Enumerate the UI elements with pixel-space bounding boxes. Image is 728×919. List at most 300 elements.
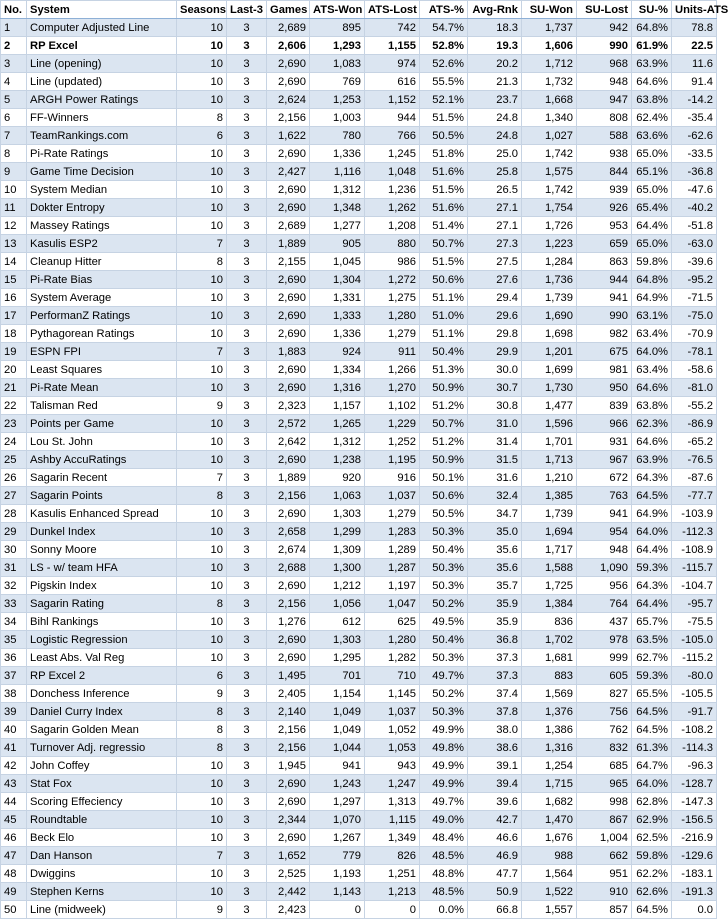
cell-system: Least Squares — [27, 361, 177, 379]
cell-avg-rnk: 39.6 — [468, 793, 522, 811]
cell-last-3: 3 — [227, 469, 267, 487]
cell-seasons: 9 — [177, 397, 227, 415]
cell-ats-lost: 1,313 — [365, 793, 420, 811]
cell-avg-rnk: 32.4 — [468, 487, 522, 505]
cell-no: 46 — [1, 829, 27, 847]
cell-games: 2,690 — [267, 55, 310, 73]
cell-last-3: 3 — [227, 739, 267, 757]
cell-system: Stephen Kerns — [27, 883, 177, 901]
cell-su-pct: 62.9% — [632, 811, 672, 829]
cell-avg-rnk: 34.7 — [468, 505, 522, 523]
cell-avg-rnk: 29.6 — [468, 307, 522, 325]
cell-system: Dan Hanson — [27, 847, 177, 865]
table-row — [1, 415, 717, 433]
cell-system: Line (updated) — [27, 73, 177, 91]
cell-su-pct: 64.3% — [632, 577, 672, 595]
cell-su-lost: 844 — [577, 163, 632, 181]
cell-ats-won: 780 — [310, 127, 365, 145]
cell-ats-won: 1,045 — [310, 253, 365, 271]
cell-games: 1,652 — [267, 847, 310, 865]
cell-ats-lost: 1,053 — [365, 739, 420, 757]
cell-seasons: 10 — [177, 577, 227, 595]
cell-units-ats: -128.7 — [672, 775, 717, 793]
table-row — [1, 829, 717, 847]
cell-no: 21 — [1, 379, 27, 397]
table-row — [1, 703, 717, 721]
cell-su-pct: 64.0% — [632, 775, 672, 793]
cell-ats-pct: 50.9% — [420, 451, 468, 469]
cell-ats-pct: 49.7% — [420, 793, 468, 811]
cell-avg-rnk: 31.5 — [468, 451, 522, 469]
cell-system: Points per Game — [27, 415, 177, 433]
cell-su-won: 1,606 — [522, 37, 577, 55]
cell-system: Line (opening) — [27, 55, 177, 73]
cell-su-pct: 62.6% — [632, 883, 672, 901]
cell-ats-lost: 1,283 — [365, 523, 420, 541]
table-row — [1, 91, 717, 109]
cell-last-3: 3 — [227, 523, 267, 541]
cell-ats-lost: 1,047 — [365, 595, 420, 613]
cell-games: 2,690 — [267, 361, 310, 379]
cell-ats-pct: 51.6% — [420, 199, 468, 217]
cell-units-ats: -105.0 — [672, 631, 717, 649]
cell-su-pct: 63.5% — [632, 631, 672, 649]
table-body — [1, 19, 717, 919]
cell-avg-rnk: 26.5 — [468, 181, 522, 199]
cell-units-ats: -129.6 — [672, 847, 717, 865]
cell-ats-lost: 0 — [365, 901, 420, 919]
cell-ats-pct: 54.7% — [420, 19, 468, 37]
cell-last-3: 3 — [227, 109, 267, 127]
table-row — [1, 901, 717, 919]
table-row — [1, 775, 717, 793]
cell-ats-pct: 50.3% — [420, 577, 468, 595]
cell-system: Kasulis Enhanced Spread — [27, 505, 177, 523]
cell-avg-rnk: 66.8 — [468, 901, 522, 919]
table-row — [1, 361, 717, 379]
cell-ats-pct: 51.1% — [420, 325, 468, 343]
cell-system: Talisman Red — [27, 397, 177, 415]
cell-seasons: 10 — [177, 541, 227, 559]
cell-su-lost: 931 — [577, 433, 632, 451]
cell-su-won: 1,470 — [522, 811, 577, 829]
cell-ats-lost: 1,275 — [365, 289, 420, 307]
cell-ats-pct: 49.5% — [420, 613, 468, 631]
table-row — [1, 469, 717, 487]
cell-su-won: 1,564 — [522, 865, 577, 883]
cell-ats-pct: 50.4% — [420, 541, 468, 559]
cell-seasons: 8 — [177, 253, 227, 271]
cell-games: 2,405 — [267, 685, 310, 703]
cell-su-pct: 64.4% — [632, 541, 672, 559]
cell-games: 2,690 — [267, 505, 310, 523]
cell-su-pct: 63.4% — [632, 361, 672, 379]
cell-last-3: 3 — [227, 379, 267, 397]
cell-ats-pct: 49.9% — [420, 721, 468, 739]
cell-su-won: 1,376 — [522, 703, 577, 721]
cell-ats-won: 1,070 — [310, 811, 365, 829]
cell-su-pct: 62.7% — [632, 649, 672, 667]
cell-no: 19 — [1, 343, 27, 361]
cell-ats-won: 1,334 — [310, 361, 365, 379]
cell-last-3: 3 — [227, 541, 267, 559]
cell-seasons: 10 — [177, 793, 227, 811]
cell-ats-won: 1,299 — [310, 523, 365, 541]
cell-avg-rnk: 18.3 — [468, 19, 522, 37]
cell-units-ats: -96.3 — [672, 757, 717, 775]
cell-su-won: 1,596 — [522, 415, 577, 433]
cell-su-pct: 61.9% — [632, 37, 672, 55]
cell-system: Pi-Rate Ratings — [27, 145, 177, 163]
cell-su-lost: 1,090 — [577, 559, 632, 577]
cell-su-pct: 64.7% — [632, 757, 672, 775]
cell-ats-lost: 943 — [365, 757, 420, 775]
cell-seasons: 10 — [177, 289, 227, 307]
cell-units-ats: 22.5 — [672, 37, 717, 55]
cell-ats-won: 1,265 — [310, 415, 365, 433]
cell-su-won: 1,676 — [522, 829, 577, 847]
cell-games: 2,525 — [267, 865, 310, 883]
cell-units-ats: -147.3 — [672, 793, 717, 811]
cell-games: 2,690 — [267, 451, 310, 469]
cell-last-3: 3 — [227, 847, 267, 865]
cell-no: 32 — [1, 577, 27, 595]
header-su-lost: SU-Lost — [577, 1, 632, 19]
cell-games: 2,690 — [267, 649, 310, 667]
cell-no: 34 — [1, 613, 27, 631]
table-row — [1, 883, 717, 901]
cell-games: 2,690 — [267, 631, 310, 649]
cell-avg-rnk: 46.6 — [468, 829, 522, 847]
cell-su-won: 1,739 — [522, 289, 577, 307]
cell-ats-won: 1,003 — [310, 109, 365, 127]
cell-ats-won: 1,303 — [310, 505, 365, 523]
header-su-won: SU-Won — [522, 1, 577, 19]
cell-ats-lost: 1,270 — [365, 379, 420, 397]
cell-units-ats: -104.7 — [672, 577, 717, 595]
cell-units-ats: -108.2 — [672, 721, 717, 739]
header-avg-rnk: Avg-Rnk — [468, 1, 522, 19]
cell-seasons: 10 — [177, 757, 227, 775]
cell-su-pct: 64.0% — [632, 343, 672, 361]
cell-ats-lost: 1,262 — [365, 199, 420, 217]
cell-games: 2,606 — [267, 37, 310, 55]
cell-ats-lost: 616 — [365, 73, 420, 91]
cell-seasons: 10 — [177, 631, 227, 649]
cell-ats-won: 1,331 — [310, 289, 365, 307]
cell-seasons: 10 — [177, 559, 227, 577]
cell-su-won: 1,340 — [522, 109, 577, 127]
header-ats-pct: ATS-% — [420, 1, 468, 19]
cell-su-lost: 956 — [577, 577, 632, 595]
cell-ats-lost: 1,229 — [365, 415, 420, 433]
cell-avg-rnk: 25.8 — [468, 163, 522, 181]
table-row — [1, 685, 717, 703]
cell-seasons: 9 — [177, 685, 227, 703]
table-row — [1, 811, 717, 829]
cell-games: 2,690 — [267, 289, 310, 307]
cell-avg-rnk: 35.9 — [468, 613, 522, 631]
cell-no: 17 — [1, 307, 27, 325]
cell-ats-pct: 49.9% — [420, 757, 468, 775]
cell-system: Logistic Regression — [27, 631, 177, 649]
cell-ats-lost: 710 — [365, 667, 420, 685]
cell-last-3: 3 — [227, 757, 267, 775]
cell-units-ats: -95.2 — [672, 271, 717, 289]
cell-ats-lost: 1,251 — [365, 865, 420, 883]
cell-last-3: 3 — [227, 433, 267, 451]
cell-su-pct: 65.5% — [632, 685, 672, 703]
cell-last-3: 3 — [227, 289, 267, 307]
cell-ats-pct: 48.4% — [420, 829, 468, 847]
cell-no: 7 — [1, 127, 27, 145]
cell-avg-rnk: 29.4 — [468, 289, 522, 307]
cell-last-3: 3 — [227, 37, 267, 55]
cell-ats-won: 1,253 — [310, 91, 365, 109]
cell-su-pct: 65.0% — [632, 235, 672, 253]
cell-system: ESPN FPI — [27, 343, 177, 361]
cell-no: 27 — [1, 487, 27, 505]
cell-last-3: 3 — [227, 883, 267, 901]
table-row — [1, 541, 717, 559]
cell-su-pct: 59.8% — [632, 847, 672, 865]
table-row — [1, 19, 717, 37]
header-seasons: Seasons — [177, 1, 227, 19]
cell-system: Lou St. John — [27, 433, 177, 451]
cell-su-lost: 942 — [577, 19, 632, 37]
cell-seasons: 10 — [177, 325, 227, 343]
header-last-3: Last-3 — [227, 1, 267, 19]
cell-system: Beck Elo — [27, 829, 177, 847]
cell-su-pct: 64.6% — [632, 379, 672, 397]
cell-ats-won: 1,157 — [310, 397, 365, 415]
cell-games: 1,622 — [267, 127, 310, 145]
table-row — [1, 487, 717, 505]
table-row — [1, 199, 717, 217]
cell-avg-rnk: 27.1 — [468, 217, 522, 235]
cell-units-ats: -81.0 — [672, 379, 717, 397]
cell-games: 2,690 — [267, 271, 310, 289]
cell-su-lost: 982 — [577, 325, 632, 343]
cell-su-pct: 64.3% — [632, 469, 672, 487]
cell-units-ats: -103.9 — [672, 505, 717, 523]
cell-games: 1,945 — [267, 757, 310, 775]
cell-system: Pigskin Index — [27, 577, 177, 595]
cell-avg-rnk: 35.6 — [468, 541, 522, 559]
cell-ats-pct: 50.6% — [420, 487, 468, 505]
cell-seasons: 10 — [177, 91, 227, 109]
cell-units-ats: -39.6 — [672, 253, 717, 271]
cell-last-3: 3 — [227, 613, 267, 631]
cell-avg-rnk: 37.3 — [468, 649, 522, 667]
cell-last-3: 3 — [227, 73, 267, 91]
cell-su-lost: 763 — [577, 487, 632, 505]
cell-units-ats: -36.8 — [672, 163, 717, 181]
table-row — [1, 865, 717, 883]
cell-su-pct: 64.5% — [632, 487, 672, 505]
cell-avg-rnk: 30.0 — [468, 361, 522, 379]
cell-units-ats: -70.9 — [672, 325, 717, 343]
cell-ats-lost: 1,145 — [365, 685, 420, 703]
cell-su-won: 1,702 — [522, 631, 577, 649]
cell-games: 1,889 — [267, 469, 310, 487]
table-row — [1, 667, 717, 685]
cell-avg-rnk: 37.4 — [468, 685, 522, 703]
cell-su-lost: 966 — [577, 415, 632, 433]
cell-games: 2,423 — [267, 901, 310, 919]
cell-no: 10 — [1, 181, 27, 199]
cell-games: 2,572 — [267, 415, 310, 433]
cell-system: Line (midweek) — [27, 901, 177, 919]
cell-ats-pct: 48.5% — [420, 883, 468, 901]
cell-no: 24 — [1, 433, 27, 451]
cell-ats-lost: 1,282 — [365, 649, 420, 667]
table-row — [1, 181, 717, 199]
cell-last-3: 3 — [227, 91, 267, 109]
cell-units-ats: -75.0 — [672, 307, 717, 325]
cell-seasons: 10 — [177, 451, 227, 469]
cell-ats-pct: 49.8% — [420, 739, 468, 757]
cell-last-3: 3 — [227, 559, 267, 577]
cell-seasons: 10 — [177, 37, 227, 55]
cell-units-ats: -58.6 — [672, 361, 717, 379]
cell-seasons: 10 — [177, 505, 227, 523]
cell-last-3: 3 — [227, 451, 267, 469]
cell-no: 18 — [1, 325, 27, 343]
cell-no: 25 — [1, 451, 27, 469]
cell-ats-won: 1,238 — [310, 451, 365, 469]
cell-su-won: 1,715 — [522, 775, 577, 793]
cell-su-won: 1,681 — [522, 649, 577, 667]
cell-system: Ashby AccuRatings — [27, 451, 177, 469]
cell-units-ats: -216.9 — [672, 829, 717, 847]
cell-games: 2,156 — [267, 109, 310, 127]
cell-su-won: 1,385 — [522, 487, 577, 505]
cell-seasons: 10 — [177, 829, 227, 847]
cell-games: 2,156 — [267, 721, 310, 739]
cell-ats-pct: 52.8% — [420, 37, 468, 55]
cell-system: FF-Winners — [27, 109, 177, 127]
cell-su-won: 1,713 — [522, 451, 577, 469]
cell-su-lost: 867 — [577, 811, 632, 829]
cell-system: Dwiggins — [27, 865, 177, 883]
cell-ats-pct: 49.7% — [420, 667, 468, 685]
cell-su-pct: 63.1% — [632, 307, 672, 325]
cell-ats-pct: 51.8% — [420, 145, 468, 163]
cell-system: Pi-Rate Bias — [27, 271, 177, 289]
cell-no: 22 — [1, 397, 27, 415]
cell-avg-rnk: 38.6 — [468, 739, 522, 757]
cell-su-won: 1,739 — [522, 505, 577, 523]
table-row — [1, 127, 717, 145]
cell-su-pct: 64.0% — [632, 523, 672, 541]
cell-avg-rnk: 47.7 — [468, 865, 522, 883]
cell-no: 13 — [1, 235, 27, 253]
cell-last-3: 3 — [227, 721, 267, 739]
cell-ats-lost: 1,052 — [365, 721, 420, 739]
cell-su-won: 1,557 — [522, 901, 577, 919]
cell-units-ats: -115.2 — [672, 649, 717, 667]
cell-seasons: 8 — [177, 721, 227, 739]
cell-su-lost: 605 — [577, 667, 632, 685]
cell-su-lost: 965 — [577, 775, 632, 793]
cell-system: Computer Adjusted Line — [27, 19, 177, 37]
cell-su-lost: 998 — [577, 793, 632, 811]
table-row — [1, 451, 717, 469]
cell-su-pct: 62.5% — [632, 829, 672, 847]
cell-no: 49 — [1, 883, 27, 901]
cell-ats-lost: 1,115 — [365, 811, 420, 829]
cell-ats-lost: 1,349 — [365, 829, 420, 847]
cell-ats-won: 1,312 — [310, 433, 365, 451]
cell-avg-rnk: 42.7 — [468, 811, 522, 829]
cell-su-pct: 59.3% — [632, 667, 672, 685]
cell-no: 2 — [1, 37, 27, 55]
cell-no: 4 — [1, 73, 27, 91]
cell-su-won: 1,726 — [522, 217, 577, 235]
cell-games: 2,344 — [267, 811, 310, 829]
cell-ats-won: 1,316 — [310, 379, 365, 397]
cell-no: 50 — [1, 901, 27, 919]
cell-system: Massey Ratings — [27, 217, 177, 235]
cell-ats-pct: 50.2% — [420, 685, 468, 703]
cell-units-ats: -114.3 — [672, 739, 717, 757]
cell-games: 2,689 — [267, 217, 310, 235]
cell-ats-pct: 51.0% — [420, 307, 468, 325]
table-row — [1, 793, 717, 811]
cell-avg-rnk: 31.4 — [468, 433, 522, 451]
cell-ats-pct: 51.2% — [420, 433, 468, 451]
cell-no: 45 — [1, 811, 27, 829]
table-row — [1, 757, 717, 775]
cell-ats-won: 1,083 — [310, 55, 365, 73]
cell-su-pct: 64.5% — [632, 721, 672, 739]
cell-system: Dokter Entropy — [27, 199, 177, 217]
cell-ats-lost: 1,272 — [365, 271, 420, 289]
cell-seasons: 8 — [177, 109, 227, 127]
cell-seasons: 10 — [177, 775, 227, 793]
cell-system: LS - w/ team HFA — [27, 559, 177, 577]
cell-ats-won: 1,303 — [310, 631, 365, 649]
cell-games: 2,690 — [267, 181, 310, 199]
cell-su-lost: 967 — [577, 451, 632, 469]
cell-su-lost: 948 — [577, 541, 632, 559]
cell-ats-lost: 1,279 — [365, 505, 420, 523]
cell-su-pct: 62.8% — [632, 793, 672, 811]
cell-units-ats: -78.1 — [672, 343, 717, 361]
cell-ats-lost: 1,236 — [365, 181, 420, 199]
cell-avg-rnk: 35.7 — [468, 577, 522, 595]
cell-units-ats: -65.2 — [672, 433, 717, 451]
cell-su-won: 1,588 — [522, 559, 577, 577]
cell-su-lost: 941 — [577, 289, 632, 307]
cell-su-won: 1,737 — [522, 19, 577, 37]
cell-ats-won: 769 — [310, 73, 365, 91]
cell-system: Pi-Rate Mean — [27, 379, 177, 397]
cell-units-ats: -156.5 — [672, 811, 717, 829]
cell-units-ats: -191.3 — [672, 883, 717, 901]
cell-su-pct: 65.4% — [632, 199, 672, 217]
cell-ats-pct: 55.5% — [420, 73, 468, 91]
cell-su-pct: 65.0% — [632, 181, 672, 199]
cell-units-ats: -75.5 — [672, 613, 717, 631]
cell-ats-lost: 1,208 — [365, 217, 420, 235]
cell-su-lost: 938 — [577, 145, 632, 163]
cell-no: 16 — [1, 289, 27, 307]
cell-ats-won: 1,063 — [310, 487, 365, 505]
cell-avg-rnk: 24.8 — [468, 127, 522, 145]
cell-seasons: 9 — [177, 901, 227, 919]
